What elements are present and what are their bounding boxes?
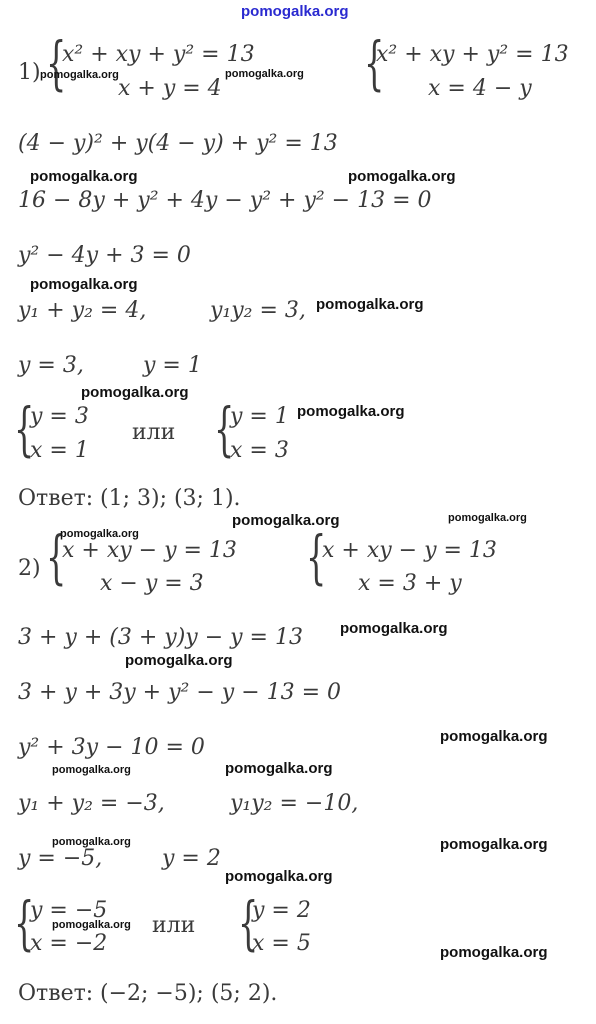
p2-answer: (−2; −5); (5; 2).: [100, 981, 278, 1006]
p1-solution-1-x: x = 1: [30, 438, 89, 463]
system-brace-icon: {: [14, 889, 35, 957]
p2-system-b-eq2: x = 3 + y: [358, 571, 462, 596]
p2-or-word: или: [152, 913, 196, 938]
p1-answer: (1; 3); (3; 1).: [100, 486, 241, 511]
system-brace-icon: {: [214, 395, 235, 463]
watermark: pomogalka.org: [225, 760, 333, 777]
p2-step-2: 3 + y + 3y + y² − y − 13 = 0: [18, 680, 342, 705]
system-brace-icon: {: [14, 395, 35, 463]
p2-solution-2-x: x = 5: [252, 931, 311, 956]
system-brace-icon: {: [364, 29, 385, 97]
p1-vieta-product: y₁y₂ = 3,: [210, 298, 306, 323]
p2-system-b-eq1: x + xy − y = 13: [322, 538, 497, 563]
p1-system-b-eq2: x = 4 − y: [428, 76, 532, 101]
p2-step-3: y² + 3y − 10 = 0: [18, 735, 205, 760]
p1-step-3: y² − 4y + 3 = 0: [18, 243, 191, 268]
p1-solution-2-x: x = 3: [230, 438, 289, 463]
watermark: pomogalka.org: [316, 296, 424, 313]
problem-1-number: 1): [18, 60, 41, 85]
p2-system-a-eq2: x − y = 3: [100, 571, 204, 596]
watermark: pomogalka.org: [340, 620, 448, 637]
p2-solution-1-x: x = −2: [30, 931, 108, 956]
watermark: pomogalka.org: [348, 168, 456, 185]
watermark: pomogalka.org: [440, 836, 548, 853]
p1-solution-2-y: y = 1: [230, 404, 289, 429]
p2-solution-2-y: y = 2: [252, 898, 311, 923]
watermark: pomogalka.org: [448, 512, 527, 524]
p2-vieta-sum: y₁ + y₂ = −3,: [18, 791, 165, 816]
watermark: pomogalka.org: [40, 69, 119, 81]
p1-or-word: или: [132, 420, 176, 445]
p2-solution-1-y: y = −5: [30, 898, 108, 923]
p2-system-a-eq1: x + xy − y = 13: [62, 538, 237, 563]
watermark: pomogalka.org: [232, 512, 340, 529]
p2-answer-label: Ответ:: [18, 981, 94, 1006]
site-header-link[interactable]: pomogalka.org: [241, 3, 349, 20]
p1-system-b-eq1: x² + xy + y² = 13: [376, 42, 569, 67]
p1-step-2: 16 − 8y + y² + 4y − y² + y² − 13 = 0: [18, 188, 432, 213]
watermark: pomogalka.org: [440, 728, 548, 745]
problem-2-number: 2): [18, 556, 41, 581]
p1-system-a-eq2: x + y = 4: [118, 76, 222, 101]
watermark: pomogalka.org: [440, 944, 548, 961]
watermark: pomogalka.org: [297, 403, 405, 420]
watermark: pomogalka.org: [30, 168, 138, 185]
watermark: pomogalka.org: [30, 276, 138, 293]
watermark: pomogalka.org: [52, 919, 131, 931]
system-brace-icon: {: [46, 523, 67, 591]
system-brace-icon: {: [46, 29, 67, 97]
p2-step-1: 3 + y + (3 + y)y − y = 13: [18, 625, 303, 650]
watermark: pomogalka.org: [225, 868, 333, 885]
p1-solution-1-y: y = 3: [30, 404, 89, 429]
p2-root-2: y = 2: [162, 846, 221, 871]
system-brace-icon: {: [306, 523, 327, 591]
p1-answer-label: Ответ:: [18, 486, 94, 511]
p1-step-1: (4 − y)² + y(4 − y) + y² = 13: [18, 131, 338, 156]
system-brace-icon: {: [238, 889, 259, 957]
p1-system-a-eq1: x² + xy + y² = 13: [62, 42, 255, 67]
p1-vieta-sum: y₁ + y₂ = 4,: [18, 298, 147, 323]
p2-root-1: y = −5,: [18, 846, 103, 871]
watermark: pomogalka.org: [125, 652, 233, 669]
p1-root-1: y = 3,: [18, 353, 84, 378]
watermark: pomogalka.org: [60, 528, 139, 540]
watermark: pomogalka.org: [52, 764, 131, 776]
p1-root-2: y = 1: [143, 353, 202, 378]
watermark: pomogalka.org: [225, 68, 304, 80]
watermark: pomogalka.org: [52, 836, 131, 848]
p2-vieta-product: y₁y₂ = −10,: [230, 791, 359, 816]
watermark: pomogalka.org: [81, 384, 189, 401]
